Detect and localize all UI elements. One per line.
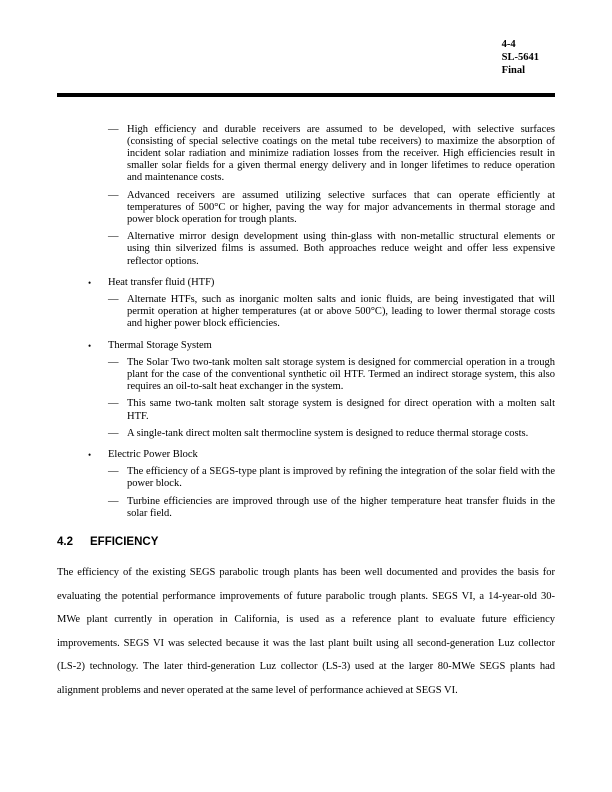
section-number: 4.2	[57, 535, 73, 548]
list-item-text: A single-tank direct molten salt thermocline system is designed to reduce thermal storage costs.	[127, 427, 529, 439]
dash-marker: —	[108, 427, 119, 439]
list-item-text: Alternate HTFs, such as inorganic molten salts and ionic fluids, are being investigated that will permit operation at higher temperatures (at or above 500°C), leading to lower thermal storage costs and higher power block efficiencies.	[127, 293, 555, 330]
list-item	[108, 357, 555, 394]
dash-marker: —	[108, 123, 119, 135]
header-rule	[57, 93, 555, 97]
list-item	[108, 428, 555, 440]
list-item-text: Advanced receivers are assumed utilizing selective surfaces that can operate efficiently at temperatures of 500°C or higher, paving the way for major advancements in thermal storage and power block operation for trough plants.	[127, 189, 555, 225]
list-item-text: This same two-tank molten salt storage system is designed for direct operation with a molten salt HTF.	[127, 398, 555, 422]
bullet-marker: •	[88, 449, 92, 460]
list-item	[108, 294, 555, 331]
dash-marker: —	[108, 189, 119, 201]
bullet-marker: •	[88, 340, 92, 351]
bullet-label: Electric Power Block	[108, 448, 198, 460]
section-heading	[57, 536, 555, 548]
dash-marker: —	[108, 495, 119, 507]
list-item	[108, 231, 555, 268]
list-item	[108, 496, 555, 520]
bullet-label: Thermal Storage System	[108, 339, 212, 351]
body-paragraph: The efficiency of the existing SEGS parabolic trough plants has been well documented and provides the basis for evaluating the potential performance improvements of future parabolic trough plants. SEGS VI, a 14-year-old 30-MWe plant currently in operation in California, is used as a reference plant to evaluate future efficiency improvements. SEGS VI was selected because it was the last plant built using all second-generation Luz collector (LS-2) technology. The later third-generation Luz collector (LS-3) used at the larger 80-MWe SEGS plants had alignment problems and never operated at the same level of performance achieved at SEGS VI.	[57, 567, 555, 696]
doc-number: SL-5641	[501, 52, 539, 63]
header-block	[502, 38, 539, 77]
list-item-text: The Solar Two two-tank molten salt storage system is designed for commercial operation in a trough plant for the case of the conventional synthetic oil HTF. Termed an indirect storage system, this also requires an oil-to-salt heat exchanger in the system.	[127, 356, 555, 393]
bullet-item	[88, 340, 555, 352]
dash-marker: —	[108, 466, 119, 478]
bullet-label: Heat transfer fluid (HTF)	[108, 276, 215, 288]
page-content	[57, 124, 555, 703]
doc-status: Final	[501, 65, 525, 76]
list-item	[108, 466, 555, 490]
bullet-item	[88, 277, 555, 289]
dash-marker: —	[108, 356, 119, 368]
bullet-marker: •	[88, 277, 92, 288]
list-item-text: The efficiency of a SEGS-type plant is improved by refining the integration of the solar field with the power block.	[127, 466, 555, 490]
list-item-text: High efficiency and durable receivers are assumed to be developed, with selective surfaces (consisting of special selective coatings on the metal tube receivers) to maximize the absorption of incident solar radiation and minimize radiation losses from the receiver. High efficiencies result in smaller solar fields for a given thermal energy delivery and in longer lifetimes to reduce operation and maintenance costs.	[127, 123, 555, 184]
dash-marker: —	[108, 293, 119, 305]
list-item-text: Alternative mirror design development using thin-glass with non-metallic structural elements or using thin silverized films is assumed. Both approaches reduce weight and offer less expensive reflector options.	[127, 231, 555, 267]
section-title: EFFICIENCY	[90, 535, 159, 548]
page-header	[57, 38, 555, 97]
bullet-item	[88, 449, 555, 461]
dash-marker: —	[108, 398, 119, 410]
dash-marker: —	[108, 231, 119, 243]
list-item	[108, 124, 555, 185]
list-item	[108, 398, 555, 422]
page-number: 4-4	[501, 39, 516, 50]
list-item-text: Turbine efficiencies are improved through use of the higher temperature heat transfer fluids in the solar field.	[127, 495, 555, 519]
list-item	[108, 190, 555, 227]
